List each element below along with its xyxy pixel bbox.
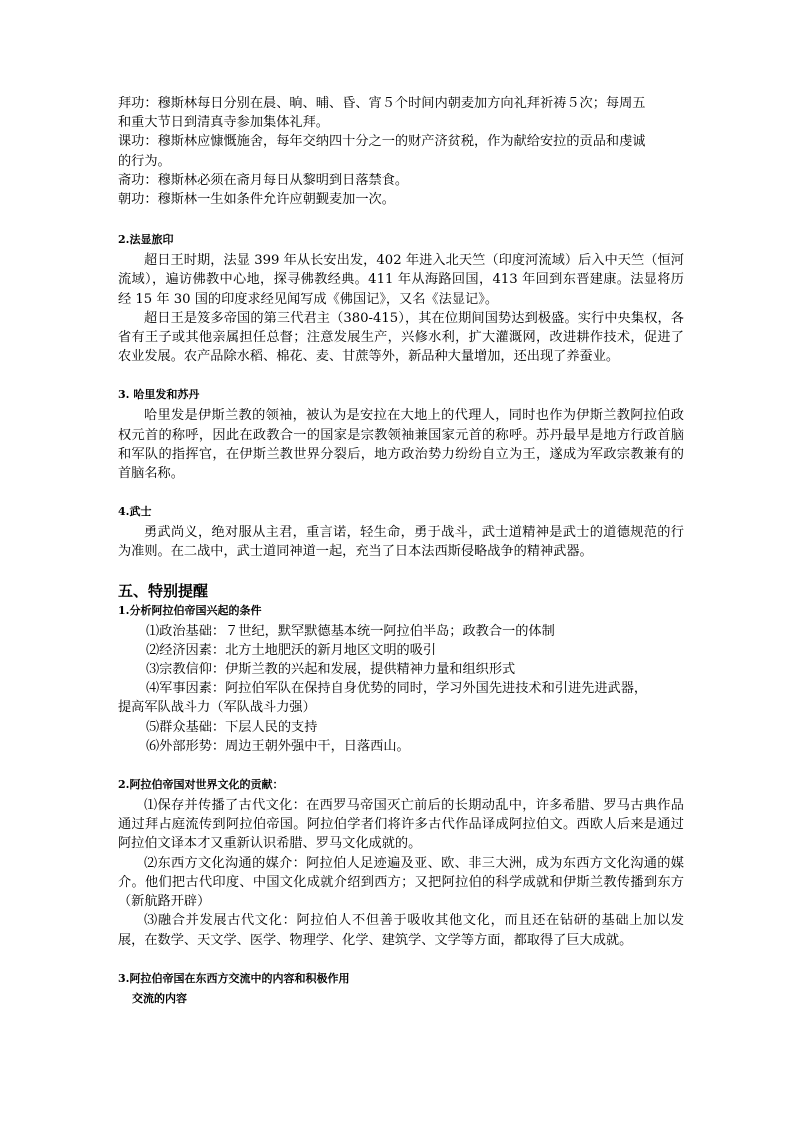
paragraph: ⑶融合并发展古代文化：阿拉伯人不但善于吸收其他文化，而且还在钻研的基础上加以发展，在数学、天文学、医学、物理学、化学、建筑学、文学等方面，都取得了巨大成就。	[118, 913, 684, 948]
paragraph: ⑵东西方文化沟通的媒介：阿拉伯人足迹遍及亚、欧、非三大洲，成为东西方文化沟通的媒介。他们把古代印度、中国文化成就介绍到西方；又把阿拉伯的科学成就和伊斯兰教传播到东方（新航路开辟）	[118, 855, 684, 910]
section-title: 五、特别提醒	[118, 581, 209, 600]
document-page	[118, 94, 684, 1010]
list-item: ⑷军事因素：阿拉伯军队在保持自身优势的同时，学习外国先进技术和引进先进武器，	[146, 681, 648, 697]
paragraph: 超日王是笈多帝国的第三代君主（380-415），其在位期间国势达到极盛。实行中央集权，各省有王子或其他亲属担任总督；注意发展生产，兴修水利，扩大灌溉网，改进耕作技术，促进了农业发展。农产品除水稻、棉花、麦、甘蔗等外，新品种大量增加，还出现了养蚕业。	[118, 310, 684, 365]
list-item: ⑶宗教信仰：伊斯兰教的兴起和发展，提供精神力量和组织形式	[146, 662, 516, 678]
text-line: 斋功：穆斯林必须在斋月每日从黎明到日落禁食。	[118, 172, 409, 188]
text-line: 朝功：穆斯林一生如条件允许应朝觐麦加一次。	[118, 192, 395, 208]
paragraph: 哈里发是伊斯兰教的领袖，被认为是安拉在大地上的代理人，同时也作为伊斯兰教阿拉伯政权元首的称呼，因此在政教合一的国家是宗教领袖兼国家元首的称呼。苏丹最早是地方行政首脑和军队的指挥官，在伊斯兰教世界分裂后，地方政治势力纷纷自立为王，遂成为军政宗教兼有的首脑名称。	[118, 408, 684, 482]
subheading-conditions: 1.分析阿拉伯帝国兴起的条件	[118, 603, 262, 617]
text-line: 和重大节日到清真寺参加集体礼拜。	[118, 115, 329, 131]
subheading-faxian: 2.法显旅印	[118, 233, 174, 247]
subheading-exchange-content: 交流的内容	[132, 991, 187, 1005]
five-pillars-block	[118, 94, 684, 209]
subheading-bushi: 4.武士	[118, 505, 152, 519]
list-item: ⑴政治基础：７世纪，默罕默德基本统一阿拉伯半岛；政教合一的体制	[146, 623, 555, 639]
list-item: ⑹外部形势：周边王朝外强中干，日落西山。	[146, 738, 410, 754]
paragraph: 勇武尚义，绝对服从主君，重言诺，轻生命，勇于战斗，武士道精神是武士的道德规范的行为准则。在二战中，武士道同神道一起，充当了日本法西斯侵略战争的精神武器。	[118, 525, 684, 560]
list-item: ⑸群众基础：下层人民的支持	[146, 719, 318, 735]
subheading-contributions: 2.阿拉伯帝国对世界文化的贡献：	[118, 778, 284, 792]
paragraph: ⑴保存并传播了古代文化：在西罗马帝国灭亡前后的长期动乱中，许多希腊、罗马古典作品通过拜占庭流传到阿拉伯帝国。阿拉伯学者们将许多古代作品译成阿拉伯文。西欧人后来是通过阿拉伯文译本才又重新认识希腊、罗马文化成就的。	[118, 798, 684, 852]
text-line: 拜功：穆斯林每日分别在晨、晌、晡、昏、宵５个时间内朝麦加方向礼拜祈祷５次；每周五	[118, 96, 646, 111]
subheading-exchange: 3.阿拉伯帝国在东西方交流中的内容和积极作用	[118, 971, 350, 985]
text-line: 课功：穆斯林应慷慨施舍，每年交纳四十分之一的财产济贫税，作为献给安拉的贡品和虔诚	[118, 134, 646, 150]
list-item: ⑵经济因素：北方土地肥沃的新月地区文明的吸引	[146, 642, 437, 658]
paragraph: 超日王时期，法显 399 年从长安出发，402 年进入北天竺（印度河流域）后入中天竺（恒河流域），遍访佛教中心地，探寻佛教经典。411 年从海路回国，413 年回到东晋建康。法显将历经 15 年 30 国的印度求经见闻写成《佛国记》，又名《法显记》。	[118, 253, 684, 307]
text-line: 的行为。	[118, 153, 171, 169]
subheading-caliph: 3. 哈里发和苏丹	[118, 388, 200, 402]
list-item-continuation: 提高军队战斗力（军队战斗力强）	[118, 700, 316, 716]
